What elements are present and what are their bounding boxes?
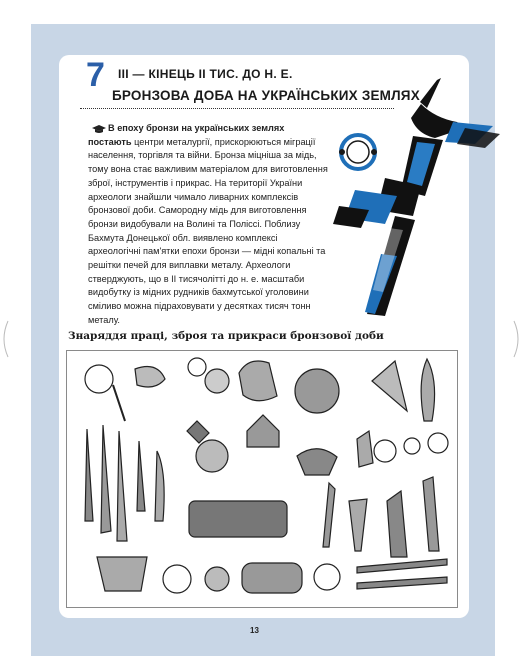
next-page-icon[interactable]	[512, 319, 522, 359]
bronze-dagger-illustration	[325, 78, 505, 318]
chapter-title: БРОНЗОВА ДОБА НА УКРАЇНСЬКИХ ЗЕМЛЯХ	[112, 88, 420, 103]
bronze-ring-illustration	[333, 128, 383, 176]
page-number: 13	[250, 626, 259, 635]
plate-caption: Знаряддя праці, зброя та прикраси бронзової доби	[68, 330, 384, 342]
prev-page-icon[interactable]	[0, 319, 10, 359]
intro-text: центри металургії, прискорюються міграції населення, торгівля та війни. Бронза міцніша за мідь, тому вона стає важливим матеріалом для виготовлення зброї, інструментів і прикрас. На території України археологи знайшли чимало ливарних комплексів бронзової доби. Самородну мідь для виготовлення бронзи видобували на Волині та Поліссі. Поблизу Бахмута Донецької обл. виявлено комплексі археологічні пам'ятки епохи бронзи — мідні копальні та решітки печей для виплавки металу. Археологи стверджують, що в II тисячолітті до н. е. масштаби видобутку із мідних рудників бахмутської уголовини сміливо можна підраховувати у десятках тисяч тонн металу.	[88, 136, 328, 325]
artifacts-plate	[66, 350, 458, 608]
chapter-number: 7	[86, 56, 105, 94]
intro-lead: В епоху бронзи на українських землях постають	[88, 123, 285, 147]
chapter-period: III — КІНЕЦЬ II ТИС. ДО Н. Е.	[118, 67, 293, 81]
intro-paragraph	[88, 122, 328, 328]
